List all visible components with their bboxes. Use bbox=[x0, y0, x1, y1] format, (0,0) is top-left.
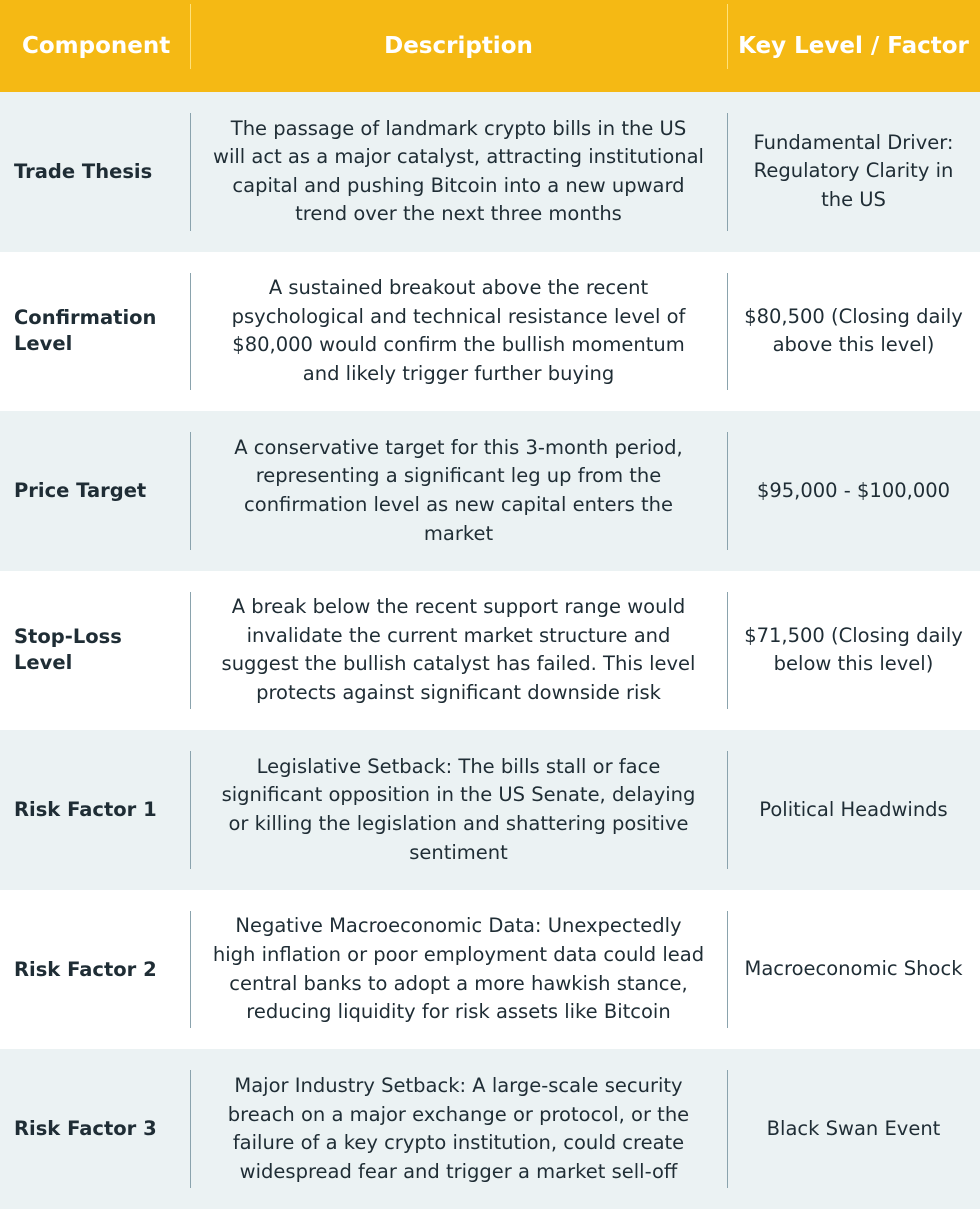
row-key-level: $71,500 (Closing daily below this level) bbox=[744, 623, 963, 676]
table-row bbox=[0, 730, 980, 890]
row-description: A conservative target for this 3-month period, representing a significant leg up from the confirmation level as new capital enters the market bbox=[234, 435, 683, 545]
row-component: Risk Factor 3 bbox=[14, 1117, 157, 1141]
header-key-level-label: Key Level / Factor bbox=[738, 33, 969, 59]
row-key-level: $95,000 - $100,000 bbox=[756, 478, 951, 502]
row-component: Risk Factor 2 bbox=[14, 957, 157, 981]
header-description bbox=[190, 0, 727, 92]
row-key-level: Black Swan Event bbox=[766, 1116, 941, 1140]
column-divider bbox=[190, 911, 191, 1029]
row-description: A sustained breakout above the recent psychological and technical resistance level of $80,000 would confirm the bullish momentum and likely trigger further buying bbox=[231, 276, 686, 385]
header-description-label: Description bbox=[384, 33, 533, 59]
header-component: Component bbox=[22, 33, 171, 59]
row-key-level: $80,500 (Closing daily above this level) bbox=[744, 304, 963, 357]
table-row bbox=[0, 411, 980, 571]
column-divider bbox=[190, 113, 191, 231]
row-component: Confirmation Level bbox=[14, 306, 157, 356]
row-description: A break below the recent support range would invalidate the current market structure and suggest the bullish catalyst has failed. This level protects against significant downside risk bbox=[221, 595, 696, 705]
column-divider bbox=[727, 592, 728, 710]
row-description: The passage of landmark crypto bills in the US will act as a major catalyst, attracting institutional capital and pushing Bitcoin into a new upward trend over the next three months bbox=[213, 116, 704, 226]
header-key-level bbox=[727, 0, 980, 92]
column-divider bbox=[727, 432, 728, 550]
table-row bbox=[0, 890, 980, 1050]
column-divider bbox=[727, 113, 728, 231]
column-divider bbox=[190, 751, 191, 869]
table-row bbox=[0, 1049, 980, 1209]
column-divider bbox=[190, 1070, 191, 1188]
column-divider bbox=[190, 592, 191, 710]
column-divider bbox=[190, 273, 191, 391]
column-divider bbox=[727, 4, 728, 69]
table-row bbox=[0, 571, 980, 731]
row-component: Risk Factor 1 bbox=[14, 798, 157, 822]
row-key-level: Political Headwinds bbox=[759, 797, 948, 821]
row-key-level: Macroeconomic Shock bbox=[744, 957, 963, 981]
column-divider bbox=[727, 751, 728, 869]
column-divider bbox=[727, 911, 728, 1029]
table-row bbox=[0, 252, 980, 412]
table-row bbox=[0, 92, 980, 252]
row-component: Price Target bbox=[14, 478, 147, 502]
column-divider bbox=[727, 1070, 728, 1188]
column-divider bbox=[190, 4, 191, 69]
row-component: Stop-Loss Level bbox=[14, 625, 122, 675]
row-description: Major Industry Setback: A large-scale security breach on a major exchange or protocol, or the failure of a key crypto institution, could create widespread fear and trigger a market sell-off bbox=[227, 1073, 690, 1183]
row-component: Trade Thesis bbox=[14, 159, 153, 183]
row-description: Negative Macroeconomic Data: Unexpectedly high inflation or poor employment data could lead central banks to adopt a more hawkish stance, reducing liquidity for risk assets like Bitcoin bbox=[212, 914, 705, 1024]
column-divider bbox=[727, 273, 728, 391]
table-header bbox=[0, 0, 980, 92]
column-divider bbox=[190, 432, 191, 550]
row-description: Legislative Setback: The bills stall or face significant opposition in the US Senate, delaying or killing the legislation and shattering positive sentiment bbox=[221, 754, 696, 864]
row-key-level: Fundamental Driver: Regulatory Clarity in the US bbox=[753, 130, 954, 212]
